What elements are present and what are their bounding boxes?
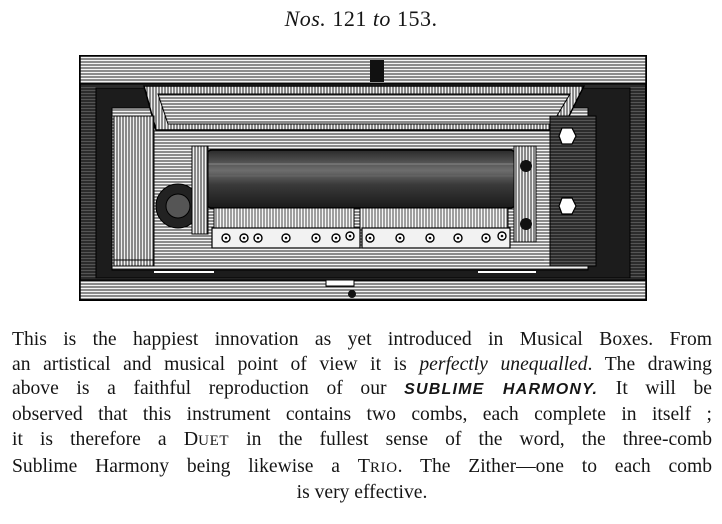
text-run: an artistical and musical point of view it is xyxy=(12,353,420,375)
text-line xyxy=(12,377,712,403)
glass-lid-pane xyxy=(158,94,570,124)
text-line xyxy=(12,454,712,481)
governor-compartment xyxy=(114,116,154,266)
comb-left xyxy=(214,208,354,230)
keyhole xyxy=(348,290,356,298)
heading-from: 121 xyxy=(332,6,367,31)
text-line: is very effective. xyxy=(296,481,428,503)
musical-box-illustration xyxy=(74,46,652,314)
text-run: . The Zither—one to each comb xyxy=(397,455,712,477)
heading-prefix: Nos. xyxy=(284,6,327,31)
text-run: Sublime Harmony being likewise a xyxy=(12,455,358,477)
heading-to: 153. xyxy=(396,6,438,31)
text-run: It will be xyxy=(598,378,712,400)
brand-name: SUBLIME HARMONY. xyxy=(404,381,599,399)
text-run: it is therefore a xyxy=(12,429,184,451)
trio-rest: RIO xyxy=(370,459,398,476)
emphasis-text: perfectly unequalled xyxy=(419,353,588,375)
text-run: in the fullest sense of the word, the three-comb xyxy=(229,429,712,451)
pinned-cylinder xyxy=(206,150,516,208)
trio-initial: T xyxy=(357,454,370,477)
cylinder-left-bearing xyxy=(192,146,208,234)
text-line xyxy=(12,427,712,454)
case-top-rim xyxy=(80,56,646,84)
text-run: . The drawing xyxy=(587,353,712,375)
lock-plate xyxy=(326,280,354,286)
page-heading xyxy=(0,6,722,32)
heading-to-word: to xyxy=(372,6,391,31)
case-bottom-rim xyxy=(80,280,646,300)
comb-right xyxy=(360,208,508,230)
description-paragraph xyxy=(12,328,712,505)
text-line xyxy=(12,353,712,378)
lid-latch xyxy=(370,60,384,82)
text-run: above is a faithful reproduction of our xyxy=(12,378,405,400)
text-line: observed that this instrument contains two combs, each complete in itself ; xyxy=(12,403,712,425)
duet-rest: UET xyxy=(198,433,230,450)
duet-initial: D xyxy=(183,428,199,451)
text-line: This is the happiest innovation as yet introduced in Musical Boxes. From xyxy=(12,329,712,350)
